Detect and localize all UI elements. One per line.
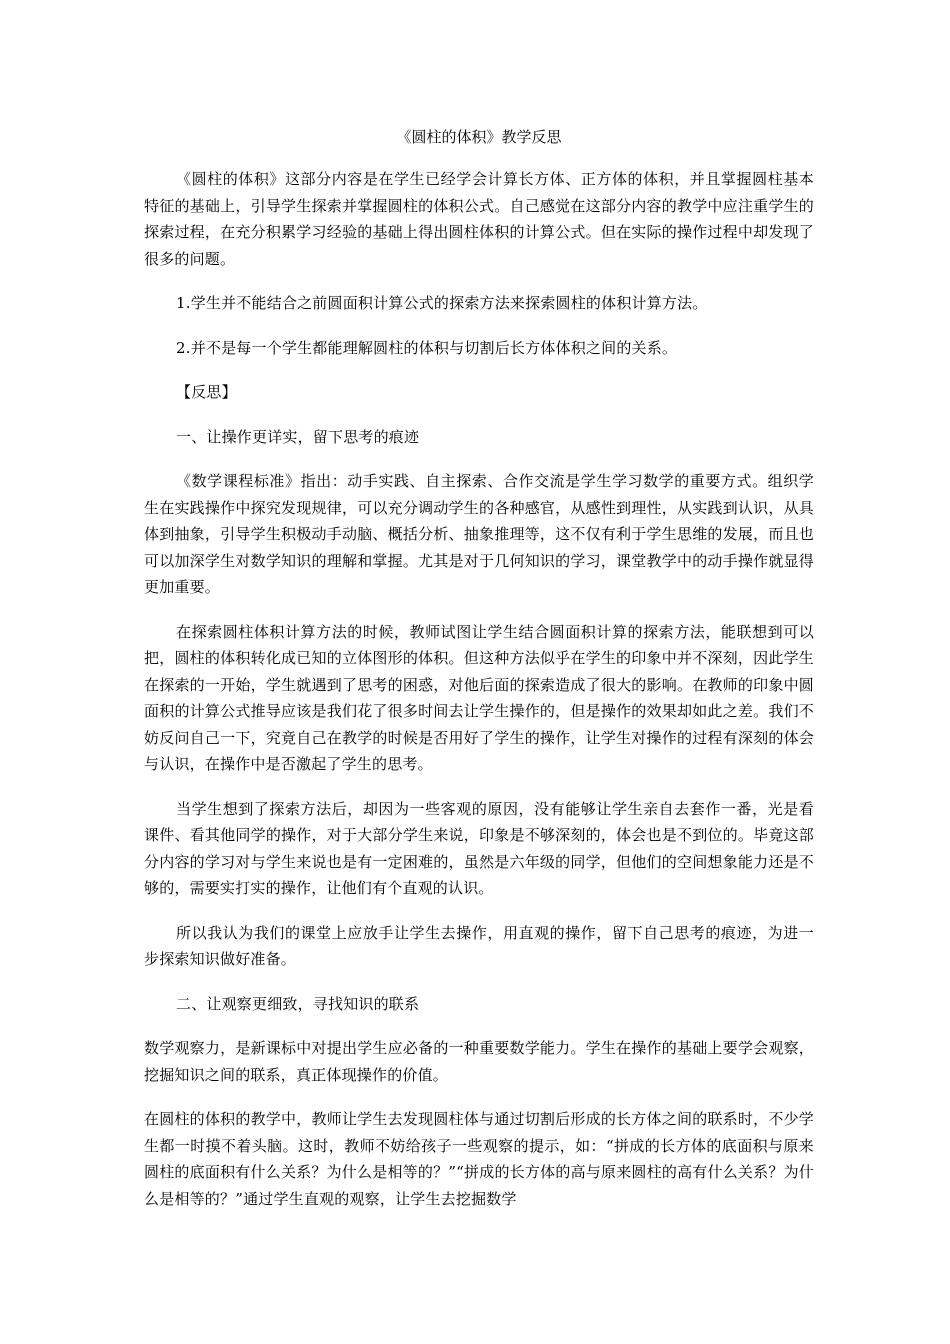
- section-1-paragraph-3: 当学生想到了探索方法后，却因为一些客观的原因，没有能够让学生亲自去套作一番，光是看课件、看其他同学的操作，对于大部分学生来说，印象是不够深刻的，体会也是不到位的。毕竟这部分内容的学习对与学生来说也是有一定困难的，虽然是六年级的同学，但他们的空间想象能力还是不够的，需要实打实的操作，让他们有个直观的认识。: [144, 799, 814, 897]
- section-heading-2: 二、让观察更细致，寻找知识的联系: [176, 994, 420, 1013]
- section-1-paragraph-4: 所以我认为我们的课堂上应放手让学生去操作，用直观的操作，留下自己思考的痕迹，为进一步探索知识做好准备。: [144, 923, 814, 968]
- problem-item-1: 1.学生并不能结合之前圆面积计算公式的探索方法来探索圆柱的体积计算方法。: [176, 294, 708, 312]
- section-2-paragraph-2: 在圆柱的体积的教学中，教师让学生去发现圆柱体与通过切割后形成的长方体之间的联系时，不少学生都一时摸不着头脑。这时，教师不妨给孩子一些观察的提示，如：“拼成的长方体的底面积与原来圆柱的底面积有什么关系？为什么是相等的？”“拼成的长方体的高与原来圆柱的高有什么关系？为什么是相等的？”通过学生直观的观察，让学生去挖掘数学: [144, 1110, 814, 1208]
- section-1-paragraph-1: 《数学课程标准》指出：动手实践、自主探索、合作交流是学生学习数学的重要方式。组织学生在实践操作中探究发现规律，可以充分调动学生的各种感官，从感性到理性，从实践到认识，从具体到抽象，引导学生积极动手动脑、概括分析、抽象推理等，这不仅有利于学生思维的发展，而且也可以加深学生对数学知识的理解和掌握。尤其是对于几何知识的学习，课堂教学中的动手操作就显得更加重要。: [144, 472, 814, 596]
- document-body: [144, 124, 814, 1230]
- section-2-paragraph-1: 数学观察力，是新课标中对提出学生应必备的一种重要数学能力。学生在操作的基础上要学会观察，挖掘知识之间的联系，真正体现操作的价值。: [144, 1039, 814, 1084]
- section-heading-1: 一、让操作更详实，留下思考的痕迹: [176, 427, 420, 446]
- document-title: 《圆柱的体积》教学反思: [396, 128, 562, 146]
- intro-paragraph: 《圆柱的体积》这部分内容是在学生已经学会计算长方体、正方体的体积，并且掌握圆柱基本特征的基础上，引导学生探索并掌握圆柱的体积公式。自己感觉在这部分内容的教学中应注重学生的探索过程，在充分积累学习经验的基础上得出圆柱体积的计算公式。但在实际的操作过程中却发现了很多的问题。: [144, 170, 814, 268]
- problem-item-2: 2.并不是每一个学生都能理解圆柱的体积与切割后长方体体积之间的关系。: [176, 338, 678, 357]
- section-1-paragraph-2: 在探索圆柱体积计算方法的时候，教师试图让学生结合圆面积计算的探索方法，能联想到可以把，圆柱的体积转化成已知的立体图形的体积。但这种方法似乎在学生的印象中并不深刻，因此学生在探索的一开始，学生就遇到了思考的困惑，对他后面的探索造成了很大的影响。在教师的印象中圆面积的计算公式推导应该是我们花了很多时间去让学生操作的，但是操作的效果却如此之差。我们不妨反问自己一下，究竟自己在教学的时候是否用好了学生的操作，让学生对操作的过程有深刻的体会与认识，在操作中是否激起了学生的思考。: [144, 622, 814, 773]
- reflection-heading: 【反思】: [176, 383, 237, 401]
